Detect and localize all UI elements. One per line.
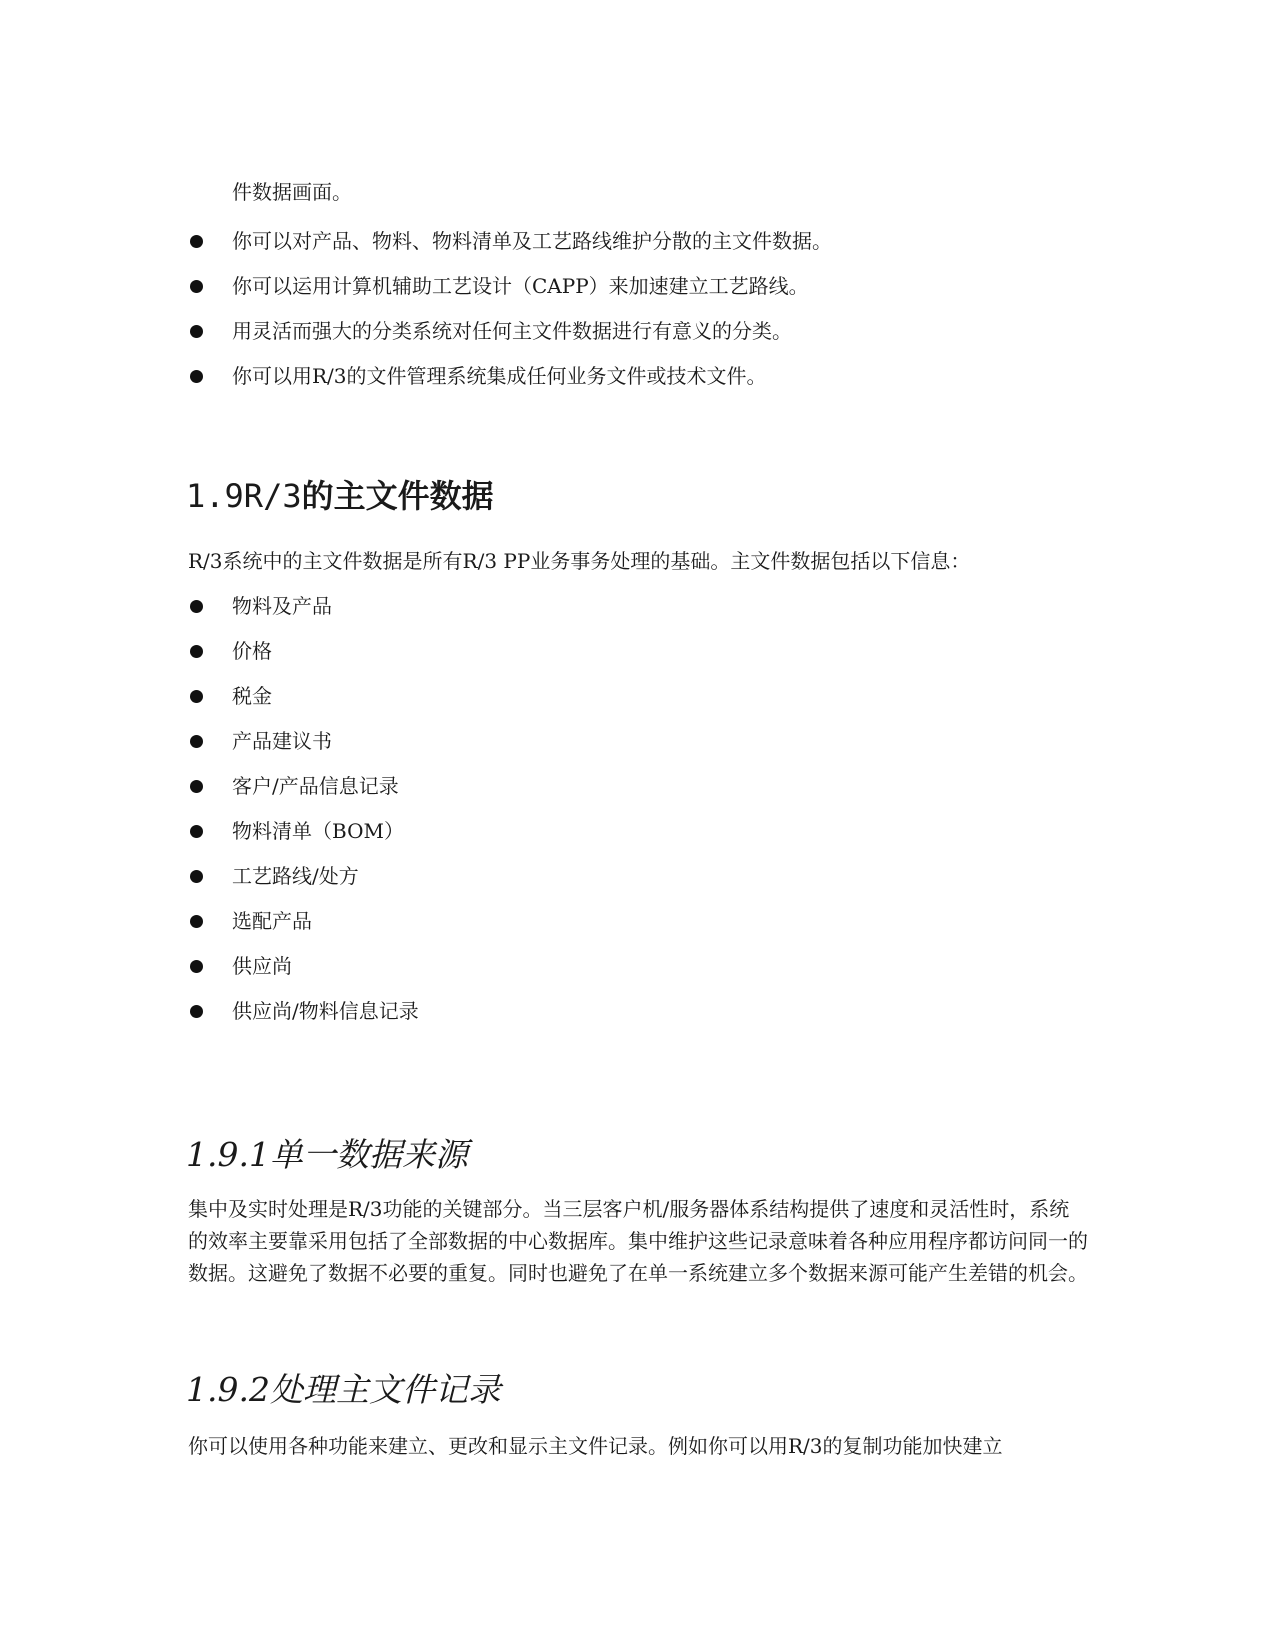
- bullet-icon: [190, 870, 203, 883]
- bullet-icon: [190, 735, 203, 748]
- list-item: 产品建议书: [188, 727, 1088, 772]
- bullet-icon: [190, 600, 203, 613]
- list-item: 价格: [188, 637, 1088, 682]
- list-item: 你可以运用计算机辅助工艺设计（CAPP）来加速建立工艺路线。: [188, 272, 1088, 317]
- section-body-1-9-1: 集中及实时处理是R/3功能的关键部分。当三层客户机/服务器体系结构提供了速度和灵活性时，系统的效率主要靠采用包括了全部数据的中心数据库。集中维护这些记录意味着各种应用程序都访问同一的数据。这避免了数据不必要的重复。同时也避免了在单一系统建立多个数据来源可能产生差错的机会。: [188, 1197, 1088, 1285]
- bullet-icon: [190, 235, 203, 248]
- section-body-1-9-2: 你可以使用各种功能来建立、更改和显示主文件记录。例如你可以用R/3的复制功能加快建立: [188, 1434, 1003, 1458]
- bullet-icon: [190, 825, 203, 838]
- section-intro: R/3系统中的主文件数据是所有R/3 PP业务事务处理的基础。主文件数据包括以下信息：: [188, 549, 971, 573]
- master-data-list: [188, 592, 1088, 1042]
- bullet-icon: [190, 325, 203, 338]
- list-item: 你可以对产品、物料、物料清单及工艺路线维护分散的主文件数据。: [188, 227, 1088, 272]
- list-item: 供应尚: [188, 952, 1088, 997]
- section-heading-1-9-1: 1.9.1单一数据来源: [186, 1135, 468, 1174]
- bullet-icon: [190, 690, 203, 703]
- list-item: 客户/产品信息记录: [188, 772, 1088, 817]
- feature-bullet-list: [188, 227, 1088, 407]
- bullet-icon: [190, 960, 203, 973]
- continuation-text: 件数据画面。: [232, 180, 352, 204]
- bullet-icon: [190, 1005, 203, 1018]
- list-item: 用灵活而强大的分类系统对任何主文件数据进行有意义的分类。: [188, 317, 1088, 362]
- list-item: 物料清单（BOM）: [188, 817, 1088, 862]
- list-item: 工艺路线/处方: [188, 862, 1088, 907]
- section-heading-1-9: 1.9R/3的主文件数据: [186, 477, 494, 515]
- list-item: 税金: [188, 682, 1088, 727]
- bullet-icon: [190, 370, 203, 383]
- list-item: 物料及产品: [188, 592, 1088, 637]
- bullet-icon: [190, 915, 203, 928]
- list-item: 选配产品: [188, 907, 1088, 952]
- bullet-icon: [190, 280, 203, 293]
- list-item: 你可以用R/3的文件管理系统集成任何业务文件或技术文件。: [188, 362, 1088, 407]
- bullet-icon: [190, 780, 203, 793]
- section-heading-1-9-2: 1.9.2处理主文件记录: [186, 1370, 501, 1409]
- list-item: 供应尚/物料信息记录: [188, 997, 1088, 1042]
- bullet-icon: [190, 645, 203, 658]
